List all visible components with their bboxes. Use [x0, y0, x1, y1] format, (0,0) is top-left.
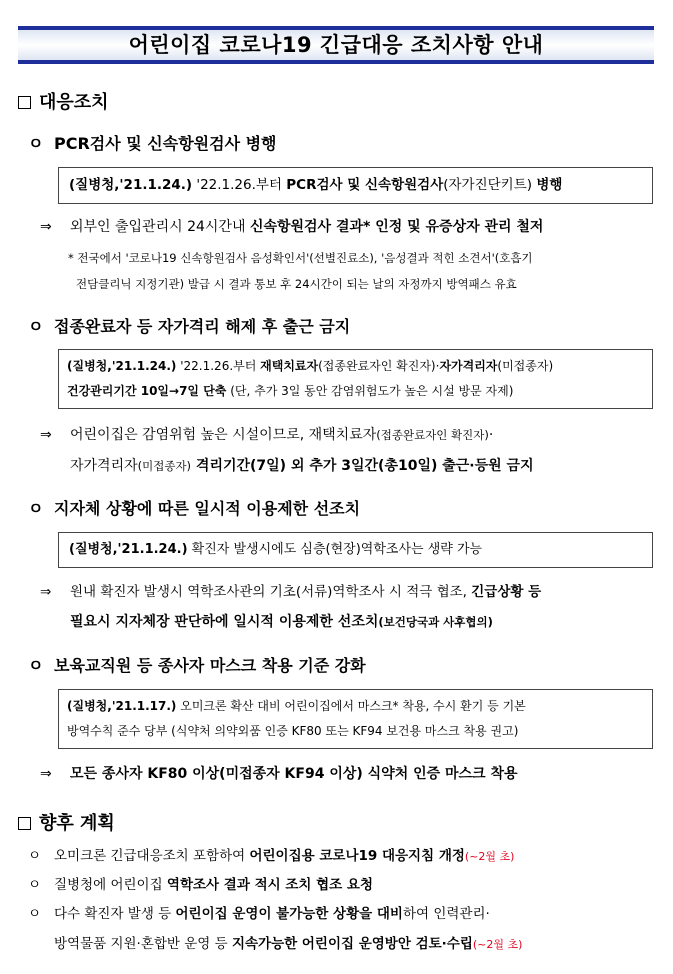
item-4-heading: ㅇ 보육교직원 등 종사자 마스크 착용 기준 강화	[28, 656, 366, 675]
item-2-heading: ㅇ 접종완료자 등 자가격리 해제 후 출근 금지	[28, 317, 351, 336]
bullet-icon: ㅇ	[28, 317, 44, 336]
section-1-heading: 대응조치	[18, 92, 109, 114]
bullet-icon: ㅇ	[28, 877, 42, 893]
box-line: (질병청,'21.1.17.) 오미크론 확산 대비 어린이집에서 마스크* 착용, 수시 환기 등 기본	[67, 699, 526, 713]
item-2-arrow-line-1: ⇒ 어린이집은 감염위험 높은 시설이므로, 재택치료자(접종완료자인 확진자)·	[40, 427, 494, 443]
box-line: 방역수칙 준수 당부 (식약처 의약외품 인증 KF80 또는 KF94 보건용 마스크 착용 권고)	[67, 724, 519, 738]
checkbox-square-icon	[18, 817, 31, 830]
arrow-right-icon: ⇒	[40, 766, 52, 782]
plan-item-2: ㅇ 질병청에 어린이집 역학조사 결과 적시 조치 협조 요청	[28, 877, 373, 893]
bullet-icon: ㅇ	[28, 848, 42, 864]
item-4-notice-box	[58, 689, 653, 749]
arrow-right-icon: ⇒	[40, 219, 52, 235]
item-3-arrow-line-2: 필요시 지자체장 판단하에 일시적 이용제한 선조치(보건당국과 사후협의)	[70, 614, 493, 630]
plan-item-3-continued: 방역물품 지원·혼합반 운영 등 지속가능한 어린이집 운영방안 검토·수립(~2월 초)	[54, 936, 523, 952]
bullet-icon: ㅇ	[28, 134, 44, 153]
bullet-icon: ㅇ	[28, 656, 44, 675]
box-line: 건강관리기간 10일→7일 단축 (단, 추가 3일 동안 감염위험도가 높은 시설 방문 자제)	[67, 384, 514, 398]
box-line: (질병청,'21.1.24.) '22.1.26.부터 재택치료자(접종완료자인 확진자)·자가격리자(미접종자)	[67, 359, 554, 373]
item-3-notice-box: (질병청,'21.1.24.) 확진자 발생시에도 심층(현장)역학조사는 생략 가능	[58, 532, 653, 568]
plan-item-1: ㅇ 오미크론 긴급대응조치 포함하여 어린이집용 코로나19 대응지침 개정(~2월 초)	[28, 848, 515, 864]
item-1-note-1: * 전국에서 '코로나19 신속항원검사 음성확인서'(선별진료소), '음성결과 적힌 소견서'(호흡기	[68, 251, 533, 265]
bullet-icon: ㅇ	[28, 499, 44, 518]
item-2-notice-box	[58, 349, 653, 409]
item-4-arrow-line: ⇒ 모든 종사자 KF80 이상(미접종자 KF94 이상) 식약처 인증 마스크 착용	[40, 766, 518, 782]
checkbox-square-icon	[18, 96, 31, 109]
page-title	[18, 26, 654, 64]
item-1-note-2: 전담클리닉 지정기관) 발급 시 결과 통보 후 24시간이 되는 날의 자정까지 방역패스 유효	[76, 277, 517, 291]
item-1-heading: ㅇ PCR검사 및 신속항원검사 병행	[28, 134, 277, 153]
arrow-right-icon: ⇒	[40, 584, 52, 600]
item-3-arrow-line-1: ⇒ 원내 확진자 발생시 역학조사관의 기초(서류)역학조사 시 적극 협조, 긴급상황 등	[40, 584, 542, 600]
item-1-notice-box: (질병청,'21.1.24.) '22.1.26.부터 PCR검사 및 신속항원검사(자가진단키트) 병행	[58, 167, 653, 204]
arrow-right-icon: ⇒	[40, 427, 52, 443]
item-1-arrow-line: ⇒ 외부인 출입관리시 24시간내 신속항원검사 결과* 인정 및 유증상자 관리 철저	[40, 219, 544, 235]
section-2-heading: 향후 계획	[18, 813, 115, 835]
item-2-arrow-line-2: 자가격리자(미접종자) 격리기간(7일) 외 추가 3일간(총10일) 출근·등원 금지	[70, 458, 534, 474]
item-3-heading: ㅇ 지자체 상황에 따른 일시적 이용제한 선조치	[28, 499, 361, 518]
plan-item-3: ㅇ 다수 확진자 발생 등 어린이집 운영이 불가능한 상황을 대비하여 인력관리·	[28, 906, 490, 922]
bullet-icon: ㅇ	[28, 906, 42, 922]
page-title-text: 어린이집 코로나19 긴급대응 조치사항 안내	[128, 33, 544, 57]
